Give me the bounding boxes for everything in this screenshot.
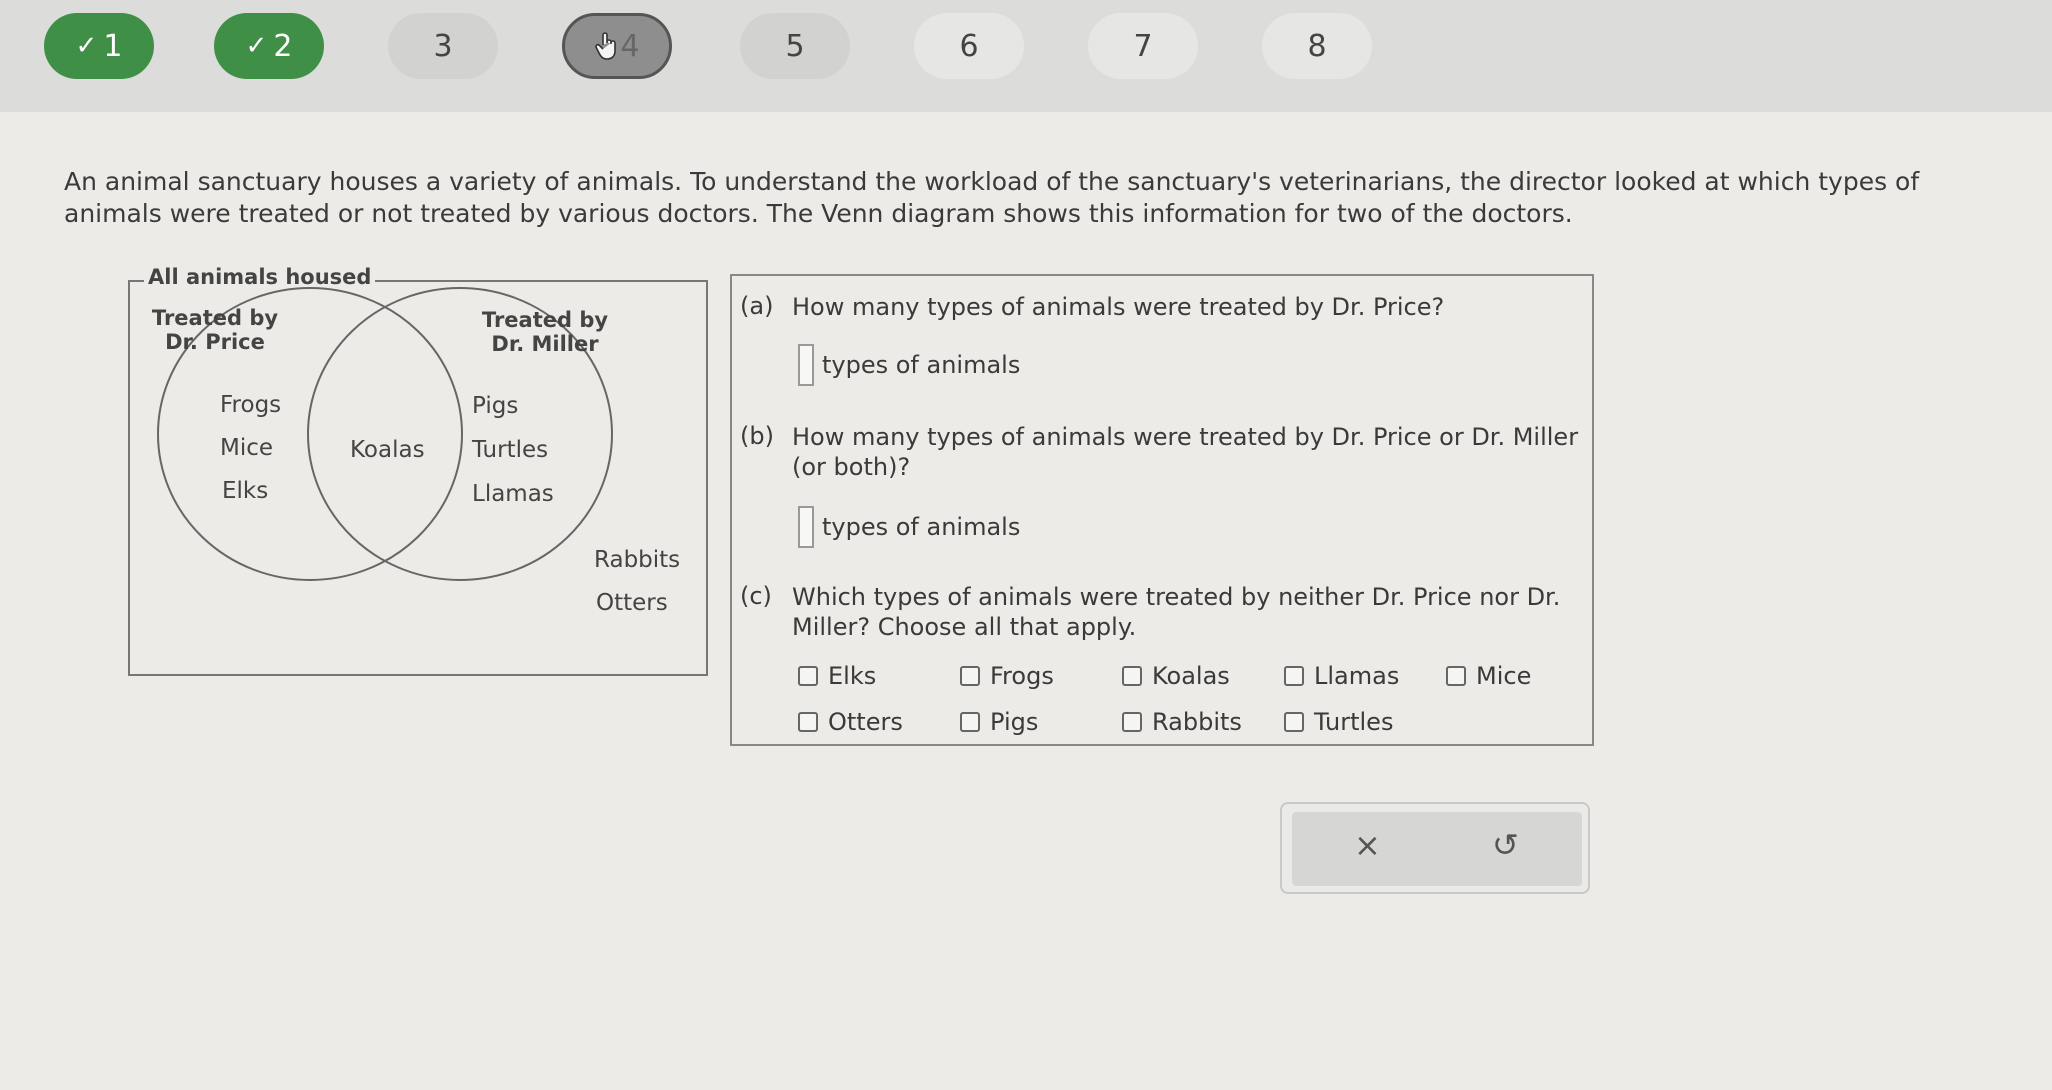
option-llamas[interactable]: Llamas <box>1284 662 1399 690</box>
venn-item: Rabbits <box>594 547 681 573</box>
step-1-button[interactable] <box>44 13 154 79</box>
clear-button[interactable]: × <box>1354 826 1381 864</box>
step-label: 2 <box>273 28 293 64</box>
checkbox[interactable] <box>960 666 980 686</box>
part-b-answer <box>798 506 1020 548</box>
step-5-button[interactable] <box>740 13 850 79</box>
option-elks[interactable]: Elks <box>798 662 876 690</box>
checkbox[interactable] <box>1284 666 1304 686</box>
step-8-button[interactable] <box>1262 13 1372 79</box>
checkbox[interactable] <box>1122 712 1142 732</box>
step-label: 4 <box>620 28 640 64</box>
part-a-text: How many types of animals were treated by Dr. Price? <box>792 293 1445 321</box>
option-turtles[interactable]: Turtles <box>1284 708 1393 736</box>
part-b-unit: types of animals <box>822 513 1021 541</box>
part-a-answer <box>798 344 1020 386</box>
venn-item: Elks <box>222 478 269 504</box>
step-7-button[interactable] <box>1088 13 1198 79</box>
step-3-button[interactable] <box>388 13 498 79</box>
checkbox[interactable] <box>1446 666 1466 686</box>
step-6-button[interactable] <box>914 13 1024 79</box>
question-panel <box>730 274 1594 746</box>
part-c-label: (c) <box>740 582 772 610</box>
venn-item: Mice <box>220 435 274 461</box>
step-4-button[interactable] <box>562 13 672 79</box>
step-label: 6 <box>959 28 979 64</box>
part-a-input[interactable] <box>798 344 814 386</box>
part-a-label: (a) <box>740 292 774 320</box>
step-label: 3 <box>433 28 453 64</box>
venn-item: Koalas <box>350 437 425 463</box>
option-frogs[interactable]: Frogs <box>960 662 1054 690</box>
venn-item: Pigs <box>472 393 519 419</box>
option-koalas[interactable]: Koalas <box>1122 662 1230 690</box>
checkbox[interactable] <box>1122 666 1142 686</box>
check-icon: ✓ <box>75 31 98 61</box>
part-b-label: (b) <box>740 422 774 450</box>
venn-item: Turtles <box>472 437 549 463</box>
action-bar <box>1280 802 1590 894</box>
option-mice[interactable]: Mice <box>1446 662 1531 690</box>
step-label: 8 <box>1307 28 1327 64</box>
hand-pointer-icon <box>594 31 620 61</box>
venn-diagram <box>128 265 708 676</box>
step-label: 1 <box>103 28 123 64</box>
option-pigs[interactable]: Pigs <box>960 708 1038 736</box>
checkbox[interactable] <box>798 666 818 686</box>
venn-item: Frogs <box>220 392 282 418</box>
option-rabbits[interactable]: Rabbits <box>1122 708 1242 736</box>
check-icon: ✓ <box>245 31 268 61</box>
venn-item: Otters <box>596 590 668 616</box>
part-c-text: Which types of animals were treated by neither Dr. Price nor Dr. Miller? Choose all that apply. <box>792 583 1561 641</box>
progress-bar <box>0 0 2052 112</box>
venn-universe-label: All animals housed <box>144 265 375 289</box>
venn-right-label: Treated by Dr. Miller <box>481 308 609 356</box>
checkbox[interactable] <box>960 712 980 732</box>
part-b-input[interactable] <box>798 506 814 548</box>
option-otters[interactable]: Otters <box>798 708 903 736</box>
action-bar-inner <box>1292 812 1582 886</box>
part-a-unit: types of animals <box>822 351 1021 379</box>
part-b-text: How many types of animals were treated by Dr. Price or Dr. Miller (or both)? <box>792 423 1579 481</box>
checkbox[interactable] <box>1284 712 1304 732</box>
step-label: 7 <box>1133 28 1153 64</box>
venn-left-label: Treated by Dr. Price <box>151 306 279 354</box>
venn-item: Llamas <box>472 481 554 507</box>
checkbox[interactable] <box>798 712 818 732</box>
question-prompt: An animal sanctuary houses a variety of animals. To understand the workload of the sanctuary's veterinarians, the director looked at which types of animals were treated or not treated by various doctors. The Venn diagram shows this information for two of the doctors. <box>64 167 1920 228</box>
step-2-button[interactable] <box>214 13 324 79</box>
step-label: 5 <box>785 28 805 64</box>
undo-button[interactable]: ↺ <box>1492 826 1519 864</box>
